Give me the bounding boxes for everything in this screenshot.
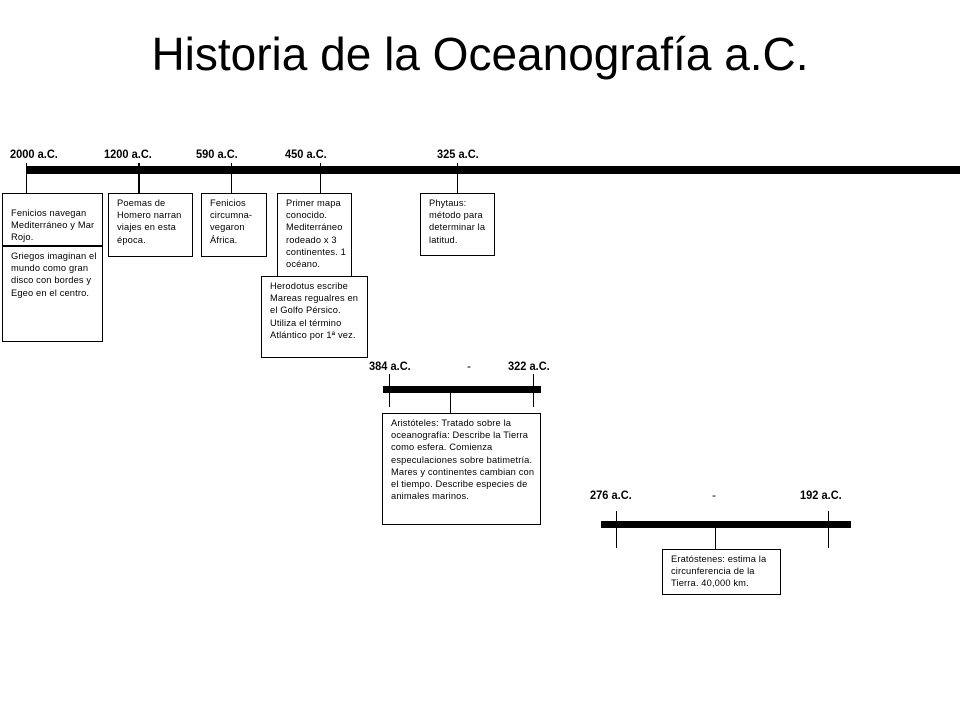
tick-384 (389, 374, 390, 407)
event-box-fenicios-africa: Fenicios circumna-vegaron África. (201, 193, 267, 257)
aristotle-timeline-bar (383, 386, 541, 393)
tick-322 (533, 374, 534, 407)
tick-325 (457, 163, 458, 193)
main-timeline-bar (26, 166, 960, 174)
date-label-325: 325 a.C. (437, 147, 479, 161)
event-box-fenicios-navegan: Fenicios navegan Mediterráneo y Mar Rojo. (2, 193, 103, 246)
tick-1200 (138, 163, 140, 193)
date-label-590: 590 a.C. (196, 147, 238, 161)
date-label-384: 384 a.C. (369, 359, 411, 373)
page-title: Historia de la Oceanografía a.C. (151, 28, 809, 80)
tick-276 (616, 511, 617, 548)
tick-eratosthenes-event (715, 528, 716, 549)
range-separator: - (467, 359, 471, 373)
event-box-primer-mapa: Primer mapa conocido. Mediterráneo rodeado x 3 continentes. 1 océano. (277, 193, 352, 278)
range-separator: - (712, 488, 716, 502)
date-label-450: 450 a.C. (285, 147, 327, 161)
event-box-griegos: Griegos imaginan el mundo como gran disco con bordes y Egeo en el centro. (2, 246, 103, 342)
date-label-2000: 2000 a.C. (10, 147, 58, 161)
event-box-phytaus: Phytaus: método para determinar la latitud. (420, 193, 495, 256)
tick-aristotle-event (450, 393, 451, 413)
eratosthenes-timeline-bar (601, 521, 851, 528)
tick-590 (231, 163, 232, 193)
date-label-322: 322 a.C. (508, 359, 550, 373)
tick-450 (320, 163, 321, 193)
date-label-276: 276 a.C. (590, 488, 632, 502)
event-box-eratostenes: Eratóstenes: estima la circunferencia de la Tierra. 40,000 km. (662, 549, 781, 595)
date-label-1200: 1200 a.C. (104, 147, 152, 161)
event-box-aristoteles: Aristóteles: Tratado sobre la oceanografía: Describe la Tierra como esfera. Comienza especulaciones sobre batimetría. Mares y continentes cambian con el tiempo. Describe especies de animales marinos. (382, 413, 541, 525)
tick-2000 (26, 163, 27, 193)
date-label-192: 192 a.C. (800, 488, 842, 502)
tick-192 (828, 511, 829, 548)
event-box-herodotus: Herodotus escribe Mareas regualres en el Golfo Pérsico. Utiliza el término Atlántico por 1ª vez. (261, 276, 368, 358)
event-box-homero: Poemas de Homero narran viajes en esta época. (108, 193, 193, 257)
